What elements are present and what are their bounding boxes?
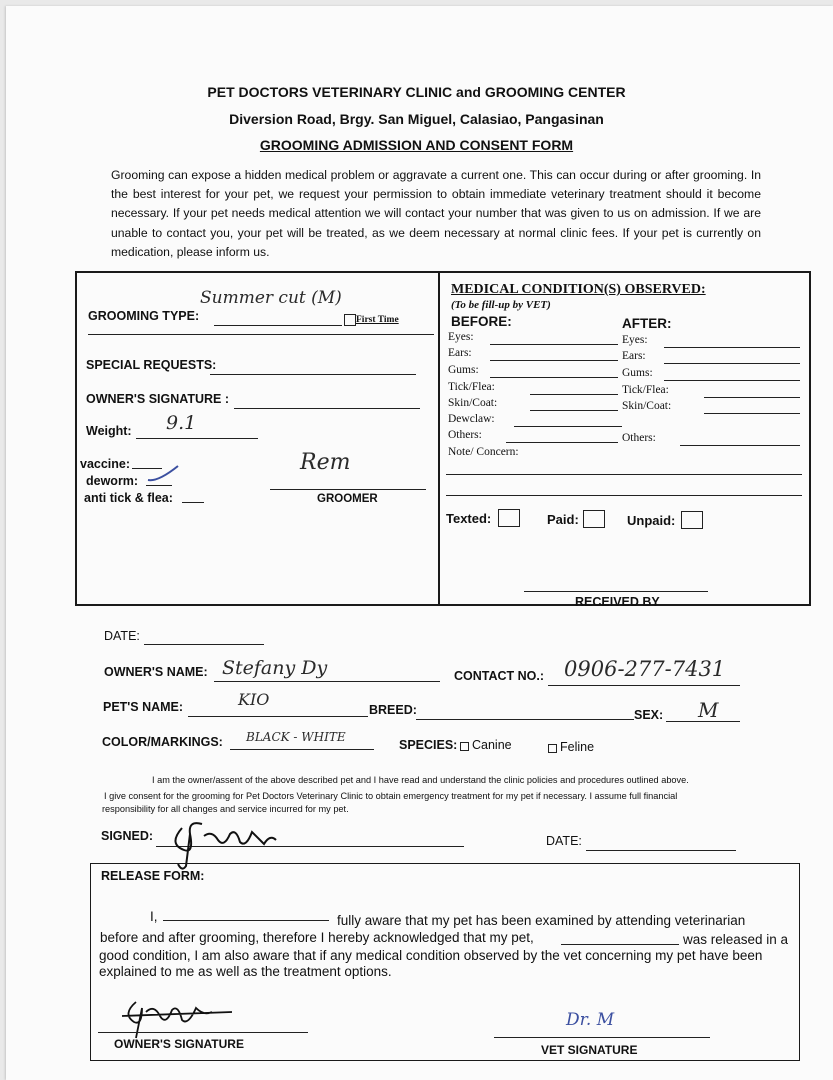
after-item-label: Skin/Coat: xyxy=(622,400,672,412)
weight-field[interactable] xyxy=(136,424,258,439)
canine-checkbox[interactable] xyxy=(460,742,469,751)
anti-tick-label: anti tick & flea: xyxy=(84,491,173,505)
vet-signature-label: VET SIGNATURE xyxy=(541,1043,638,1057)
form-title: GROOMING ADMISSION AND CONSENT FORM xyxy=(259,137,574,153)
grooming-type-value: Summer cut (M) xyxy=(200,288,342,308)
medical-title: MEDICAL CONDITION(S) OBSERVED: xyxy=(451,282,706,297)
contact-value: 0906-277-7431 xyxy=(564,657,726,681)
received-by-line[interactable] xyxy=(524,591,708,592)
breed-label: BREED: xyxy=(369,703,417,717)
date-label: DATE: xyxy=(104,629,140,643)
release-name-field[interactable] xyxy=(163,906,329,921)
release-owner-signature-label: OWNER'S SIGNATURE xyxy=(114,1037,244,1051)
clinic-name: PET DOCTORS VETERINARY CLINIC and GROOMING CENTER xyxy=(207,84,626,100)
before-item-field[interactable] xyxy=(530,394,618,395)
pet-name-label: PET'S NAME: xyxy=(103,700,184,714)
consent-date-label: DATE: xyxy=(546,834,582,848)
release-text-2a: before and after grooming, therefore I hereby acknowledged that my pet, xyxy=(100,930,534,945)
consent-line-1: I am the owner/assent of the above described pet and I have read and understand the clinic policies and procedures outlined above. xyxy=(152,775,689,785)
date-field[interactable] xyxy=(144,630,264,645)
release-text-3: good condition, I am also aware that if any medical condition observed by the vet concerning my pet have been xyxy=(99,948,763,963)
consent-line-3: responsibility for all changes and service incurred for my pet. xyxy=(102,804,349,814)
release-text-2b: was released in a xyxy=(683,932,789,947)
consent-date-field[interactable] xyxy=(586,836,736,851)
after-item-field[interactable] xyxy=(664,347,800,348)
before-item-field[interactable] xyxy=(506,442,618,443)
owner-signature-field[interactable] xyxy=(234,394,420,409)
after-item-field[interactable] xyxy=(664,380,800,381)
note-label: Note/ Concern: xyxy=(448,446,519,458)
before-item-field[interactable] xyxy=(530,410,618,411)
unpaid-label: Unpaid: xyxy=(627,513,676,528)
release-i: I, xyxy=(150,909,158,924)
medical-subtitle: (To be fill-up by VET) xyxy=(451,299,551,311)
before-item-field[interactable] xyxy=(490,377,618,378)
after-item-label: Eyes: xyxy=(622,334,648,346)
groomer-signature: Rem xyxy=(300,450,351,475)
before-item-label: Gums: xyxy=(448,364,479,376)
anti-tick-field[interactable] xyxy=(182,490,204,503)
pet-name-field[interactable] xyxy=(188,702,368,717)
before-item-field[interactable] xyxy=(490,360,618,361)
feline-label: Feline xyxy=(560,740,595,754)
unpaid-checkbox[interactable] xyxy=(681,511,703,529)
texted-label: Texted: xyxy=(446,511,492,526)
before-item-label: Tick/Flea: xyxy=(448,381,495,393)
consent-line-2: I give consent for the grooming for Pet Doctors Veterinary Clinic to obtain emergency treatment for my pet if necessary. I assume full financial xyxy=(104,791,678,801)
after-item-field[interactable] xyxy=(680,445,800,446)
clinic-address: Diversion Road, Brgy. San Miguel, Calasiao, Pangasinan xyxy=(229,111,604,127)
paid-label: Paid: xyxy=(547,512,579,527)
canine-label: Canine xyxy=(472,738,512,752)
after-item-label: Tick/Flea: xyxy=(622,384,669,396)
groomer-label: GROOMER xyxy=(317,493,378,505)
texted-checkbox[interactable] xyxy=(498,509,520,527)
owner-name-label: OWNER'S NAME: xyxy=(104,665,208,679)
before-label: BEFORE: xyxy=(451,314,512,329)
after-item-label: Gums: xyxy=(622,367,653,379)
before-item-field[interactable] xyxy=(490,344,618,345)
color-value: BLACK - WHITE xyxy=(246,730,346,744)
release-title: RELEASE FORM: xyxy=(101,869,205,883)
before-item-field[interactable] xyxy=(514,426,622,427)
paid-checkbox[interactable] xyxy=(583,510,605,528)
first-time-label: First Time xyxy=(356,315,399,325)
weight-label: Weight: xyxy=(86,424,132,438)
vaccine-label: vaccine: xyxy=(80,457,131,471)
after-item-label: Others: xyxy=(622,432,656,444)
before-item-label: Eyes: xyxy=(448,331,474,343)
species-label: SPECIES: xyxy=(399,738,458,752)
release-text-1: fully aware that my pet has been examined by attending veterinarian xyxy=(337,913,746,928)
release-text-4: explained to me as well as the treatment options. xyxy=(99,964,392,979)
signed-label: SIGNED: xyxy=(101,829,154,843)
sex-value: M xyxy=(698,698,719,722)
feline-checkbox[interactable] xyxy=(548,744,557,753)
owner-signature-label: OWNER'S SIGNATURE : xyxy=(86,392,230,406)
box-divider xyxy=(438,273,440,604)
release-owner-signature-scribble xyxy=(112,996,242,1040)
contact-label: CONTACT NO.: xyxy=(454,669,545,683)
release-pet-field[interactable] xyxy=(561,930,679,945)
special-requests-label: SPECIAL REQUESTS: xyxy=(86,358,217,372)
note-line-1[interactable] xyxy=(446,474,802,475)
color-label: COLOR/MARKINGS: xyxy=(102,735,223,749)
after-item-field[interactable] xyxy=(664,363,800,364)
before-item-label: Skin/Coat: xyxy=(448,397,498,409)
weight-value: 9.1 xyxy=(166,412,197,434)
after-item-label: Ears: xyxy=(622,350,646,362)
pet-name-value: KIO xyxy=(238,690,270,709)
grooming-type-line-2[interactable] xyxy=(88,334,434,335)
owner-signature-line[interactable] xyxy=(98,1032,308,1033)
grooming-type-field[interactable] xyxy=(214,311,342,326)
sex-label: SEX: xyxy=(634,708,664,722)
before-item-label: Ears: xyxy=(448,347,472,359)
owner-name-value: Stefany Dy xyxy=(222,657,328,679)
intro-paragraph: Grooming can expose a hidden medical problem or aggravate a current one. This can occur during or after grooming. In the best interest for your pet, we request your permission to obtain immediate veterinary treatment should it become necessary. If your pet needs medical attention we will contact your number that was given to us on admission. If we are unable to contact you, your pet will be treated, as we deem necessary at normal clinic fees. If your pet is currently on medication, please inform us. xyxy=(111,168,761,259)
before-item-label: Others: xyxy=(448,429,482,441)
special-requests-field[interactable] xyxy=(210,360,416,375)
grooming-type-label: GROOMING TYPE: xyxy=(88,309,200,323)
note-line-2[interactable] xyxy=(446,495,802,496)
after-label: AFTER: xyxy=(622,316,672,331)
before-item-label: Dewclaw: xyxy=(448,413,495,425)
first-time-checkbox[interactable] xyxy=(344,314,356,326)
breed-field[interactable] xyxy=(416,705,634,720)
vet-signature-value: Dr. M xyxy=(566,1010,615,1030)
deworm-label: deworm: xyxy=(86,474,139,488)
after-item-field[interactable] xyxy=(704,397,800,398)
after-item-field[interactable] xyxy=(704,413,800,414)
received-by-label: RECEIVED BY xyxy=(575,595,660,609)
vet-signature-line[interactable] xyxy=(494,1037,710,1038)
deworm-check-mark xyxy=(144,462,182,486)
groomer-signature-line[interactable] xyxy=(270,489,426,490)
